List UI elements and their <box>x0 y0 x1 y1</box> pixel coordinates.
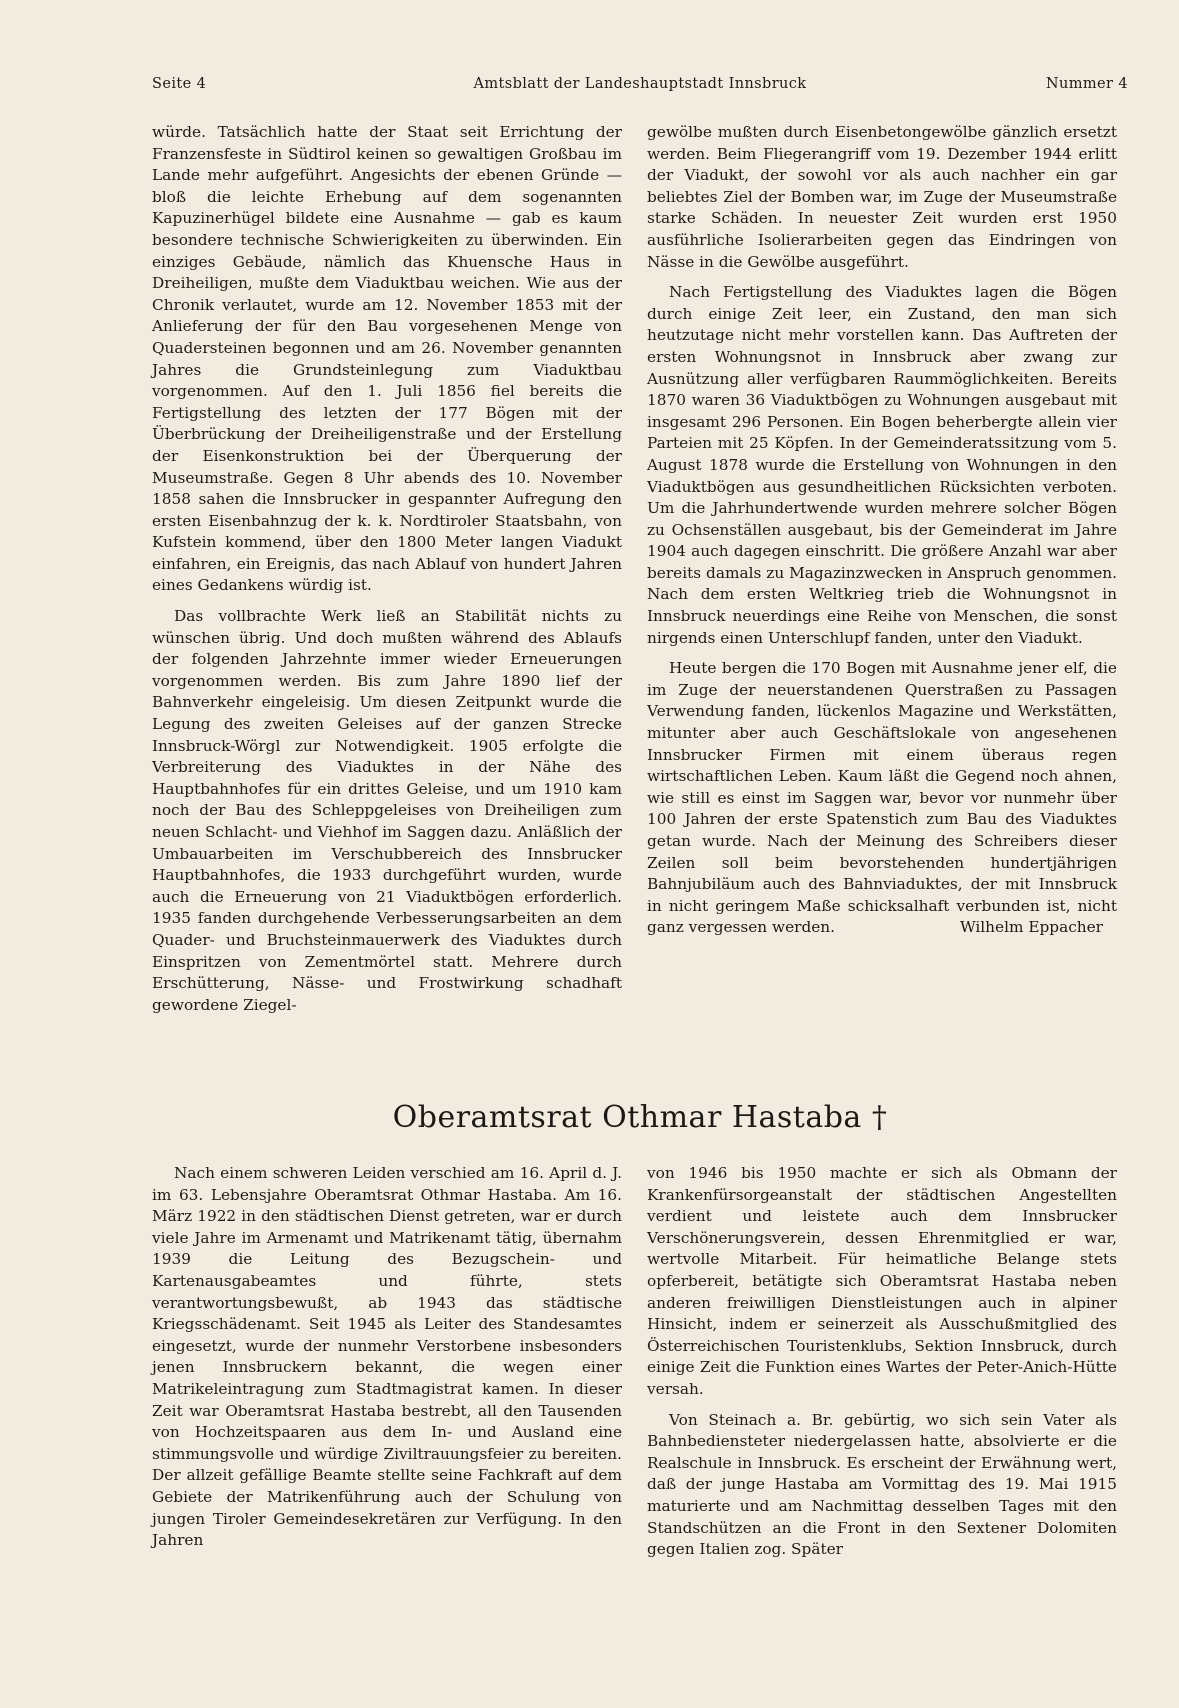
obituary-column-1 <box>152 1163 622 1552</box>
obituary-title: Oberamtsrat Othmar Hastaba † <box>392 1100 888 1135</box>
paragraph: gewölbe mußten durch Eisenbetongewölbe gänzlich ersetzt werden. Beim Fliegerangriff vom 19. Dezember 1944 erlitt der Viadukt, der sowohl vor als auch nachher ein gar beliebtes Ziel der Bomben war, im Zuge der Museumstraße starke Schäden. In neuester Zeit wurden erst 1950 ausführliche Isolierarbeiten gegen das Eindringen von Nässe in die Gewölbe ausgeführt. <box>647 123 1117 271</box>
paragraph-with-signature <box>647 658 1117 939</box>
page-number: Seite 4 <box>152 76 207 92</box>
paragraph: Von Steinach a. Br. gebürtig, wo sich sein Vater als Bahnbediensteter niedergelassen hatte, absolvierte er die Realschule in Innsbruck. Es erscheint der Erwähnung wert, daß der junge Hastaba am Vormittag des 19. Mai 1915 maturierte und am Nachmittag desselben Tages mit den Standschützen an die Front in den Sextener Dolomiten gegen Italien zog. Später <box>647 1410 1117 1559</box>
paragraph: Das vollbrachte Werk ließ an Stabilität nichts zu wünschen übrig. Und doch mußten während des Ablaufs der folgenden Jahrzehnte immer wieder Erneuerungen vorgenommen werden. Bis zum Jahre 1890 lief der Bahnverkehr eingeleisig. Um diesen Zeitpunkt wurde die Legung des zweiten Geleises auf der ganzen Strecke Innsbruck-Wörgl zur Notwendigkeit. 1905 erfolgte die Verbreiterung des Viaduktes in der Nähe des Hauptbahnhofes für ein drittes Geleise, und um 1910 kam noch der Bau des Schleppgeleises von Dreiheiligen zum neuen Schlacht- und Viehhof im Saggen dazu. Anläßlich der Umbauarbeiten im Verschubbereich des Innsbrucker Hauptbahnhofes, die 1933 durchgeführt wurden, wurde auch die Erneuerung von 21 Viaduktbögen erforderlich. 1935 fanden durchgehende Verbesserungsarbeiten an dem Quader- und Bruchsteinmauerwerk des Viaduktes durch Einspritzen von Zementmörtel statt. Mehrere durch Erschütterung, Nässe- und Frostwirkung schadhaft gewordene Ziegel- <box>152 607 622 1014</box>
paragraph: von 1946 bis 1950 machte er sich als Obmann der Krankenfürsorgeanstalt der städtischen Angestellten verdient und leistete auch dem Innsbrucker Verschönerungsverein, dessen Ehrenmitglied er war, wertvolle Mitarbeit. Für heimatliche Belange stets opferbereit, betätigte sich Oberamtsrat Hastaba neben anderen freiwilligen Dienstleistungen auch in alpiner Hinsicht, indem er seinerzeit als Ausschußmitglied des Österreichischen Touristenklubs, Sektion Innsbruck, durch einige Zeit die Funktion eines Wartes der Peter-Anich-Hütte versah. <box>647 1164 1117 1398</box>
viaduct-article-column-2 <box>647 122 1117 939</box>
issue-number: Nummer 4 <box>1045 76 1128 92</box>
paragraph-text: Heute bergen die 170 Bogen mit Ausnahme jener elf, die im Zuge der neuerstandenen Querstraßen zu Passagen Verwendung fanden, lückenlos Magazine und Werkstätten, mitunter aber auch Geschäftslokale von angesehenen Innsbrucker Firmen mit einem überaus regen wirtschaftlichen Leben. Kaum läßt die Gegend noch ahnen, wie still es einst im Saggen war, bevor vor nunmehr über 100 Jahren der erste Spatenstich zum Bau des Viaduktes getan wurde. Nach der Meinung des Schreibers dieser Zeilen soll beim bevorstehenden hundertjährigen Bahnjubiläum auch des Bahnviaduktes, der mit Innsbruck in nicht geringem Maße schicksalhaft verbunden ist, nicht ganz vergessen werden. <box>647 659 1117 937</box>
paragraph: Nach Fertigstellung des Viaduktes lagen die Bögen durch einige Zeit leer, ein Zustand, den man sich heutzutage nicht mehr vorstellen kann. Das Auftreten der ersten Wohnungsnot in Innsbruck aber zwang zur Ausnützung aller verfügbaren Raummöglichkeiten. Bereits 1870 waren 36 Viaduktbögen zu Wohnungen ausgebaut mit insgesamt 296 Personen. Ein Bogen beherbergte allein vier Parteien mit 25 Köpfen. In der Gemeinderatssitzung vom 5. August 1878 wurde die Erstellung von Wohnungen in den Viaduktbögen aus gesundheitlichen Rücksichten verboten. Um die Jahrhundertwende wurden mehrere solcher Bögen zu Ochsenställen ausgebaut, bis der Gemeinderat im Jahre 1904 auch dagegen einschritt. Die größere Anzahl war aber bereits damals zu Magazinzwecken in Anspruch genommen. Nach dem ersten Weltkrieg trieb die Wohnungsnot in Innsbruck neuerdings eine Reihe von Menschen, die sonst nirgends einen Unterschlupf fanden, unter den Viadukt. <box>647 283 1117 647</box>
paragraph: würde. Tatsächlich hatte der Staat seit Errichtung der Franzensfeste in Südtirol keinen so gewaltigen Großbau im Lande mehr aufgeführt. Angesichts der ebenen Gründe — bloß die leichte Erhebung auf dem sogenannten Kapuzinerhügel bildete eine Ausnahme — gab es kaum besondere technische Schwierigkeiten zu überwinden. Ein einziges Gebäude, nämlich das Khuensche Haus in Dreiheiligen, mußte dem Viaduktbau weichen. Wie aus der Chronik verlautet, wurde am 12. November 1853 mit der Anlieferung der für den Bau vorgesehenen Menge von Quadersteinen begonnen und am 26. November genannten Jahres die Grundsteinlegung zum Viaduktbau vorgenommen. Auf den 1. Juli 1856 fiel bereits die Fertigstellung des letzten der 177 Bögen mit der Überbrückung der Dreiheiligenstraße und der Erstellung der Eisenkonstruktion bei der Überquerung der Museumstraße. Gegen 8 Uhr abends des 10. November 1858 sahen die Innsbrucker in gespannter Aufregung den ersten Eisenbahnzug der k. k. Nordtiroler Staatsbahn, von Kufstein kommend, über den 1800 Meter langen Viadukt einfahren, ein Ereignis, das nach Ablauf von hundert Jahren eines Gedankens würdig ist. <box>152 123 622 595</box>
author-signature: Wilhelm Eppacher <box>959 918 1103 937</box>
publication-title: Amtsblatt der Landeshauptstadt Innsbruck <box>473 76 807 92</box>
obituary-column-2 <box>647 1163 1117 1561</box>
viaduct-article-column-1 <box>152 122 622 1016</box>
running-head <box>152 76 1128 96</box>
paragraph: Nach einem schweren Leiden verschied am 16. April d. J. im 63. Lebensjahre Oberamtsrat Othmar Hastaba. Am 16. März 1922 in den städtischen Dienst getreten, war er durch viele Jahre im Armenamt und Matrikenamt tätig, übernahm 1939 die Leitung des Bezugschein- und Kartenausgabeamtes und führte, stets verantwortungsbewußt, ab 1943 das städtische Kriegsschädenamt. Seit 1945 als Leiter des Standesamtes eingesetzt, wurde der nunmehr Verstorbene insbesonders jenen Innsbruckern bekannt, die wegen einer Matrikeleintragung zum Stadtmagistrat kamen. In dieser Zeit war Oberamtsrat Hastaba bestrebt, all den Tausenden von Hochzeitspaaren aus dem In- und Ausland eine stimmungsvolle und würdige Ziviltrauungsfeier zu bereiten. Der allzeit gefällige Beamte stellte seine Fachkraft auf dem Gebiete der Matrikenführung auch der Schulung von jungen Tiroler Gemeindesekretären zur Verfügung. In den Jahren <box>152 1164 622 1550</box>
